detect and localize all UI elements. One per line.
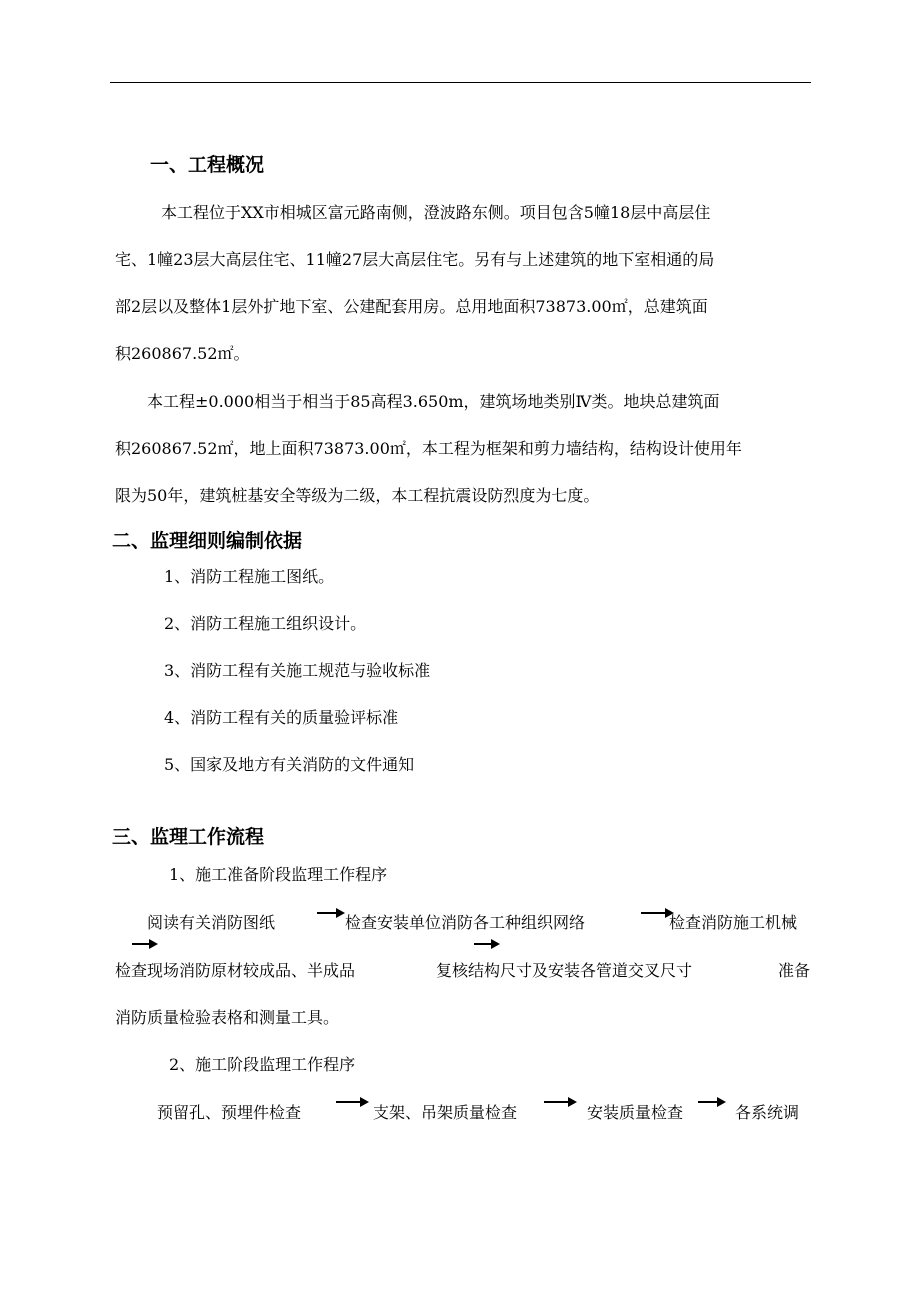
- arrow-right-icon: [132, 937, 158, 951]
- header-rule: [110, 82, 811, 83]
- arrow-right-icon: [317, 906, 345, 920]
- flow-step: 检查安装单位消防各工种组织网络: [345, 913, 586, 932]
- flow-step: 检查现场消防原材较成品、半成品: [115, 961, 356, 980]
- arrow-right-icon: [336, 1095, 369, 1109]
- flow-step: 支架、吊架质量检查: [373, 1103, 518, 1122]
- overview-p2-line3: 限为50年，建筑桩基安全等级为二级，本工程抗震设防烈度为七度。: [115, 486, 600, 505]
- section-2-heading: 二、监理细则编制依据: [112, 530, 303, 552]
- flow-step: 准备: [778, 961, 811, 980]
- section-1-heading: 一、工程概况: [150, 154, 265, 176]
- flow-step: 各系统调: [735, 1103, 800, 1122]
- flow-step: 阅读有关消防图纸: [147, 913, 276, 932]
- basis-item-4: 4、消防工程有关的质量验评标准: [164, 708, 399, 727]
- flow-step: 复核结构尺寸及安装各管道交叉尺寸: [436, 961, 693, 980]
- basis-item-1: 1、消防工程施工图纸。: [164, 567, 335, 586]
- flow-step: 检查消防施工机械: [669, 913, 798, 932]
- overview-p2-line1: 本工程±0.000相当于相当于85高程3.650m，建筑场地类别Ⅳ类。地块总建筑面: [147, 392, 720, 411]
- flow-step: 安装质量检查: [587, 1103, 684, 1122]
- arrow-right-icon: [474, 937, 500, 951]
- basis-item-2: 2、消防工程施工组织设计。: [164, 614, 367, 633]
- overview-p1-line4: 积260867.52㎡。: [115, 344, 250, 363]
- flow-step: 预留孔、预埋件检查: [157, 1103, 302, 1122]
- section-3-heading: 三、监理工作流程: [112, 826, 265, 848]
- arrow-right-icon: [544, 1095, 577, 1109]
- basis-item-3: 3、消防工程有关施工规范与验收标准: [164, 661, 431, 680]
- overview-p2-line2: 积260867.52㎡，地上面积73873.00㎡，本工程为框架和剪力墙结构，结构设计使用年: [115, 439, 742, 458]
- overview-p1-line1: 本工程位于XX市相城区富元路南侧，澄波路东侧。项目包含5幢18层中高层住: [161, 203, 711, 222]
- flow-step: 消防质量检验表格和测量工具。: [115, 1008, 340, 1027]
- basis-item-5: 5、国家及地方有关消防的文件通知: [164, 755, 415, 774]
- overview-p1-line2: 宅、1幢23层大高层住宅、11幢27层大高层住宅。另有与上述建筑的地下室相通的局: [115, 250, 715, 269]
- overview-p1-line3: 部2层以及整体1层外扩地下室、公建配套用房。总用地面积73873.00㎡，总建筑面: [115, 297, 708, 316]
- prep-stage-title: 1、施工准备阶段监理工作程序: [169, 865, 388, 884]
- construction-stage-title: 2、施工阶段监理工作程序: [169, 1055, 356, 1074]
- arrow-right-icon: [698, 1095, 726, 1109]
